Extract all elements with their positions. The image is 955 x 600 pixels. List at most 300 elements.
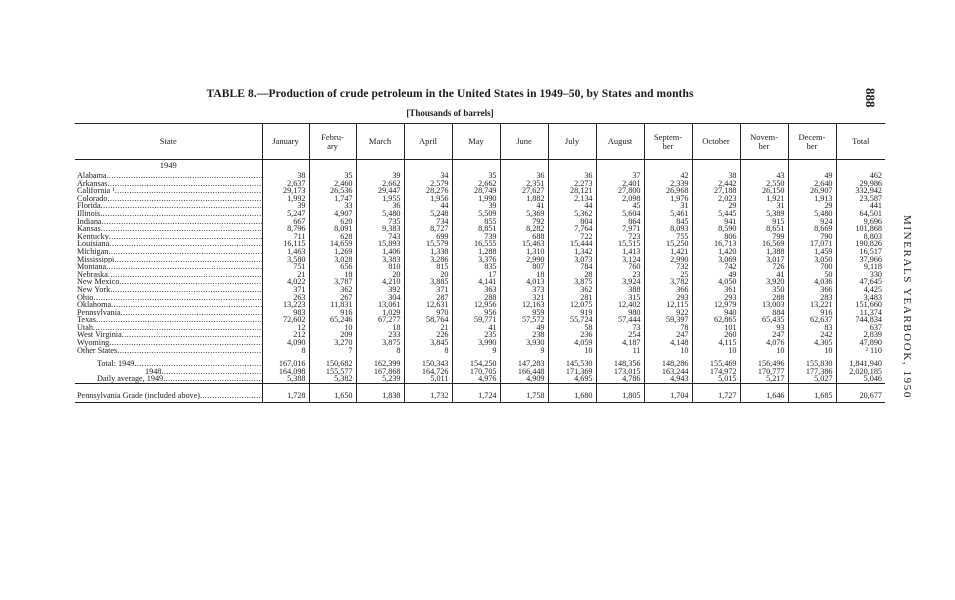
row-label: Wyoming ..... [75,339,262,347]
table-cell: 4,187 [596,339,644,347]
table-row [75,316,885,324]
table-cell: 57,572 [500,316,548,324]
row-label: Oklahoma ..... [75,301,262,309]
table-cell: 3,845 [404,339,452,347]
table-cell: 855 [452,218,500,226]
table-cell: 4,305 [788,339,836,347]
table-cell: 49 [788,172,836,180]
table-cell: 5,027 [788,375,836,383]
table-cell: 14,659 [309,240,356,248]
table-cell: 39 [262,202,309,210]
table-cell: 361 [692,286,740,294]
table-cell: 1,921 [740,195,788,203]
table-cell: 1,342 [548,248,596,256]
row-label: 1948 ..... [75,368,262,376]
table-cell: 13,223 [262,301,309,309]
table-cell: 362 [309,286,356,294]
table-row [75,309,885,317]
table-cell: 33 [309,202,356,210]
table-cell: 922 [644,309,692,317]
table-cell: 17,071 [788,240,836,248]
total-row [75,375,885,383]
table-cell: 667 [262,218,309,226]
row-label: West Virginia ..... [75,331,262,339]
table-row [75,286,885,294]
table-cell: 5,480 [356,210,404,218]
table-cell: 170,777 [740,368,788,376]
row-label: Florida ..... [75,202,262,210]
row-label: Arkansas ..... [75,180,262,188]
table-cell: 1,841,940 [836,360,885,368]
table-cell: 790 [788,233,836,241]
table-cell: 247 [740,331,788,339]
table-cell: 9,383 [356,225,404,233]
table-cell: 4,425 [836,286,885,294]
table-cell: 3,124 [596,256,644,264]
column-header: Febru- ary [309,124,356,160]
table-cell: 4,976 [452,375,500,383]
column-header: Decem- ber [788,124,836,160]
table-cell: 3,920 [740,278,788,286]
table-cell: 25 [644,271,692,279]
table-cell: 4,059 [548,339,596,347]
table-cell: 1,956 [404,195,452,203]
table-cell: 29 [788,202,836,210]
table-subtitle: [Thousands of barrels] [406,108,494,118]
table-cell: 1,724 [452,390,500,403]
table-row [75,240,885,248]
table-cell: 700 [788,263,836,271]
spacer-cell [644,160,692,173]
table-cell: 732 [644,263,692,271]
table-cell: 5,461 [644,210,692,218]
table-cell: 28,749 [452,187,500,195]
table-cell: 15,463 [500,240,548,248]
table-cell: 4,141 [452,278,500,286]
table-cell: 739 [452,233,500,241]
table-cell: 174,972 [692,368,740,376]
table-row [75,347,885,355]
table-cell: 58 [548,324,596,332]
table-cell: 35 [309,172,356,180]
row-label: Daily average, 1949 ..... [75,375,262,383]
table-cell: 293 [644,294,692,302]
table-cell: 260 [692,331,740,339]
table-cell: 164,098 [262,368,309,376]
table-cell: 5,369 [500,210,548,218]
table-cell: 15,893 [356,240,404,248]
row-label: Pennsylvania ..... [75,309,262,317]
table-cell: 247 [644,331,692,339]
table-cell: 864 [596,218,644,226]
table-cell: 13,003 [740,301,788,309]
table-cell: 23 [596,271,644,279]
table-cell: 8,282 [500,225,548,233]
table-cell: 15,250 [644,240,692,248]
table-cell: 8 [404,347,452,355]
table-cell: 1,976 [644,195,692,203]
table-cell: 4,943 [644,375,692,383]
table-cell: 73 [596,324,644,332]
table-cell: 5,239 [356,375,404,383]
table-cell: 1,646 [740,390,788,403]
table-cell: 1,992 [262,195,309,203]
spacer-cell [788,160,836,173]
table-cell: 145,530 [548,360,596,368]
table-cell: 57,444 [596,316,644,324]
table-cell: 11 [596,347,644,355]
table-cell: 807 [500,263,548,271]
table-cell: 915 [740,218,788,226]
table-cell: 49 [692,271,740,279]
row-label: Ohio ..... [75,294,262,302]
table-cell: 373 [500,286,548,294]
table-cell: 1,913 [788,195,836,203]
table-cell: 2,339 [644,180,692,188]
table-cell: 8,091 [309,225,356,233]
table-cell: 4,022 [262,278,309,286]
table-cell: 7,971 [596,225,644,233]
table-cell: 20,677 [836,390,885,403]
table-cell: 167,868 [356,368,404,376]
table-row [75,187,885,195]
table-row [75,339,885,347]
row-label: Other States ..... [75,347,262,355]
table-cell: 941 [692,218,740,226]
table-cell: 3,580 [262,256,309,264]
table-row [75,271,885,279]
table-cell: 2,640 [788,180,836,188]
table-cell: 940 [692,309,740,317]
table-cell: 44 [548,202,596,210]
table-cell: 236 [548,331,596,339]
table-cell: 3,782 [644,278,692,286]
table-cell: 2,134 [548,195,596,203]
table-cell: 3,875 [356,339,404,347]
table-cell: 1,420 [692,248,740,256]
table-cell: 656 [309,263,356,271]
table-cell: 29,447 [356,187,404,195]
table-cell: 392 [356,286,404,294]
table-cell: 154,250 [452,360,500,368]
spacer-cell [356,160,404,173]
table-cell: 3,885 [404,278,452,286]
column-header: August [596,124,644,160]
spacer-cell [500,160,548,173]
table-cell: 1,310 [500,248,548,256]
table-cell: 1,338 [404,248,452,256]
table-cell: 12,115 [644,301,692,309]
table-cell: 16,713 [692,240,740,248]
table-cell: 3,930 [500,339,548,347]
table-cell: 4,148 [644,339,692,347]
table-cell: 167,016 [262,360,309,368]
table-cell: 2,579 [404,180,452,188]
table-cell: 226 [404,331,452,339]
table-cell: 5,389 [740,210,788,218]
table-cell: 350 [740,286,788,294]
row-label: California ¹ ..... [75,187,262,195]
table-row [75,180,885,188]
table-cell: 755 [644,233,692,241]
table-cell: 1,288 [452,248,500,256]
table-cell: 3,028 [309,256,356,264]
table-cell: 9,696 [836,218,885,226]
column-header: January [262,124,309,160]
row-label: Indiana ..... [75,218,262,226]
table-cell: 1,728 [262,390,309,403]
table-cell: 12,402 [596,301,644,309]
table-cell: 72,602 [262,316,309,324]
year-label: 1949 [159,160,177,171]
table-cell: 1,838 [356,390,404,403]
table-cell: 37 [596,172,644,180]
table-cell: 5,217 [740,375,788,383]
table-cell: 233 [356,331,404,339]
column-header: July [548,124,596,160]
table-cell: 835 [452,263,500,271]
table-cell: 12,979 [692,301,740,309]
table-cell: 50 [788,271,836,279]
table-cell: 2,460 [309,180,356,188]
row-label: Kansas ..... [75,225,262,233]
spacer-cell [548,160,596,173]
table-cell: 41 [500,202,548,210]
row-label: New York ..... [75,286,262,294]
table-cell: 4,050 [692,278,740,286]
table-cell: 9,118 [836,263,885,271]
table-cell: 462 [836,172,885,180]
table-cell: 55,724 [548,316,596,324]
table-cell: 628 [309,233,356,241]
table-row [75,294,885,302]
table-cell: 330 [836,271,885,279]
table-cell: 845 [644,218,692,226]
table-cell: 288 [452,294,500,302]
table-cell: 1,704 [644,390,692,403]
table-cell: 916 [309,309,356,317]
table-cell: 254 [596,331,644,339]
table-cell: 287 [404,294,452,302]
table-cell: 8,590 [692,225,740,233]
table-body [75,160,885,403]
spacer-cell [309,160,356,173]
table-cell: 26,968 [644,187,692,195]
table-row [75,301,885,309]
table-cell: 2,098 [596,195,644,203]
table-cell: 156,496 [740,360,788,368]
table-cell: 190,826 [836,240,885,248]
column-header: Total [836,124,885,160]
table-cell: 4,013 [500,278,548,286]
table-cell: 924 [788,218,836,226]
table-cell: 2,990 [644,256,692,264]
table-cell: 1,685 [788,390,836,403]
table-cell: 5,011 [404,375,452,383]
table-cell: 148,286 [644,360,692,368]
table-cell: 1,732 [404,390,452,403]
table-cell: 29 [692,202,740,210]
table-cell: 155,469 [692,360,740,368]
table-cell: 147,283 [500,360,548,368]
row-label: Total: 1949 ..... [75,360,262,368]
table-cell: 3,875 [548,278,596,286]
table-cell: 743 [356,233,404,241]
table-cell: 31 [740,202,788,210]
table-cell: 742 [692,263,740,271]
table-cell: 38 [692,172,740,180]
table-cell: 170,705 [452,368,500,376]
table-cell: 959 [500,309,548,317]
table-cell: 4,907 [309,210,356,218]
table-cell: 238 [500,331,548,339]
row-label: New Mexico ..... [75,278,262,286]
table-cell: 980 [596,309,644,317]
table-cell: 8,651 [740,225,788,233]
table-cell: 1,029 [356,309,404,317]
table-cell: 2,550 [740,180,788,188]
table-cell: 39 [356,172,404,180]
table-cell: 49 [500,324,548,332]
year-row [75,160,885,173]
table-cell: 39 [452,202,500,210]
table-cell: ² 110 [836,347,885,355]
table-cell: 371 [404,286,452,294]
spacer-cell [262,160,309,173]
table-cell: 3,270 [309,339,356,347]
grade-row [75,390,885,403]
table-row [75,248,885,256]
table-cell: 20 [404,271,452,279]
table-cell: 4,076 [740,339,788,347]
table-cell: 23,587 [836,195,885,203]
table-cell: 35 [452,172,500,180]
table-cell: 3,286 [404,256,452,264]
table-cell: 4,115 [692,339,740,347]
column-header: Septem- ber [644,124,692,160]
table-cell: 36 [548,172,596,180]
table-cell: 38 [262,172,309,180]
table-cell: 27,800 [596,187,644,195]
table-cell: 93 [740,324,788,332]
table-cell: 723 [596,233,644,241]
table-cell: 26,907 [788,187,836,195]
table-cell: 36 [500,172,548,180]
table-cell: 11,831 [309,301,356,309]
table-cell: 162,399 [356,360,404,368]
table-cell: 5,248 [404,210,452,218]
table-cell: 1,747 [309,195,356,203]
table-cell: 15,444 [548,240,596,248]
table-cell: 799 [740,233,788,241]
table-cell: 4,210 [356,278,404,286]
table-cell: 67,277 [356,316,404,324]
column-header: October [692,124,740,160]
table-cell: 760 [596,263,644,271]
table-cell: 3,069 [692,256,740,264]
table-cell: 3,376 [452,256,500,264]
table-cell: 919 [548,309,596,317]
table-row [75,331,885,339]
table-cell: 8 [262,347,309,355]
table-cell: 10 [740,347,788,355]
row-label: Colorado ..... [75,195,262,203]
table-cell: 620 [309,218,356,226]
table-cell: 637 [836,324,885,332]
column-header: May [452,124,500,160]
table-cell: 2,020,185 [836,368,885,376]
table-cell: 164,726 [404,368,452,376]
table-cell: 3,017 [740,256,788,264]
table-cell: 155,830 [788,360,836,368]
table-cell: 1,990 [452,195,500,203]
table-cell: 2,990 [500,256,548,264]
table-cell: 388 [596,286,644,294]
row-label: Louisiana ..... [75,240,262,248]
table-cell: 64,501 [836,210,885,218]
table-cell: 28,276 [404,187,452,195]
table-cell: 59,397 [644,316,692,324]
table-cell: 173,015 [596,368,644,376]
spacer-cell [596,160,644,173]
table-cell: 3,483 [836,294,885,302]
table-cell: 366 [644,286,692,294]
table-cell: 171,369 [548,368,596,376]
table-cell: 362 [548,286,596,294]
spacer-cell [404,160,452,173]
table-cell: 8,851 [452,225,500,233]
table-cell: 321 [500,294,548,302]
table-cell: 10 [788,347,836,355]
table-cell: 4,036 [788,278,836,286]
table-cell: 148,356 [596,360,644,368]
table-cell: 1,727 [692,390,740,403]
table-cell: 2,273 [548,180,596,188]
table-cell: 9 [452,347,500,355]
column-header: March [356,124,404,160]
table-cell: 150,682 [309,360,356,368]
table-cell: 150,343 [404,360,452,368]
table-cell: 36 [356,202,404,210]
table-cell: 2,401 [596,180,644,188]
table-cell: 11,374 [836,309,885,317]
table-cell: 3,787 [309,278,356,286]
table-cell: 7 [309,347,356,355]
table-cell: 212 [262,331,309,339]
page-number: 888 [863,88,878,108]
table-row [75,278,885,286]
table-cell: 18 [356,324,404,332]
table-cell: 1,406 [356,248,404,256]
table-cell: 4,090 [262,339,309,347]
table-cell: 34 [404,172,452,180]
table-cell: 5,382 [309,375,356,383]
table-cell: 12 [262,324,309,332]
table-cell: 4,786 [596,375,644,383]
row-label: Pennsylvania Grade (included above) ..... [75,390,262,403]
table-cell: 744,834 [836,316,885,324]
table-cell: 41 [452,324,500,332]
table-cell: 13,221 [788,301,836,309]
table-cell: 8 [356,347,404,355]
row-label: Alabama ..... [75,172,262,180]
table-cell: 151,660 [836,301,885,309]
table-cell: 722 [548,233,596,241]
table-cell: 956 [452,309,500,317]
table-cell: 47,645 [836,278,885,286]
table-cell: 735 [356,218,404,226]
table-cell: 304 [356,294,404,302]
